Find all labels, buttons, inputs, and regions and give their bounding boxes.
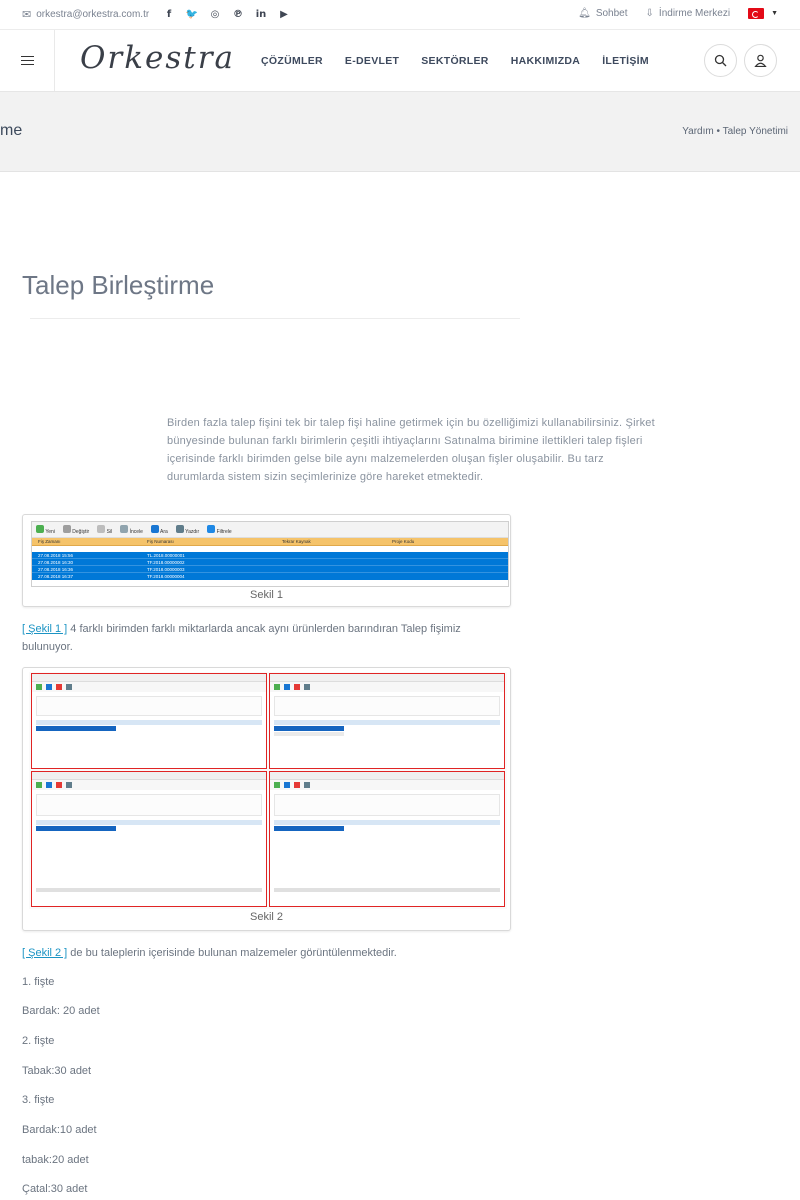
nav-item-e-devlet[interactable]: E-DEVLET xyxy=(344,55,400,67)
col-tekrar-kaynak: Tekrar Kaynak xyxy=(282,539,311,544)
social-links xyxy=(162,8,291,22)
intro-paragraph: Birden fazla talep fişini tek bir talep fişi haline getirmek için bu özelliğimizi kullanabilirsiniz. Şirket bünyesinde bulunan farklı birimlerin çeşitli ihtiyaçlarını Satınalma birimine ilettikleri talep fişleri içerisinde farklı birimden gelse bile aynı malzemelerden oluşan fişler oluşabilir. Bu tarz durumlarda sistem sizin seçimlerinize göre hareket etmektedir. xyxy=(167,417,655,483)
request-window-2 xyxy=(269,673,505,769)
col-proje-kodu: Proje Kodu xyxy=(392,539,415,544)
screenshot-grid-header xyxy=(32,538,508,546)
nav-item-hakkimizda[interactable]: HAKKIMIZDA xyxy=(510,55,581,67)
list-item: Çatal:30 adet xyxy=(22,1183,88,1195)
toolbar-delete: Sil xyxy=(97,525,112,535)
list-item: Bardak:10 adet xyxy=(22,1124,97,1136)
linkedin-icon[interactable]: in xyxy=(255,9,267,20)
nav-item-cozumler[interactable]: ÇÖZÜMLER xyxy=(261,55,323,67)
nav-item-sektorler[interactable]: SEKTÖRLER xyxy=(421,55,489,67)
figure-1-reference-link[interactable]: [ Şekil 1 ] xyxy=(22,623,68,635)
nav-item-iletisim[interactable]: İLETİŞİM xyxy=(602,55,649,67)
mail-icon: ✉ xyxy=(22,9,32,21)
figure-2-caption: Sekil 2 xyxy=(249,911,284,923)
email-link[interactable] xyxy=(22,8,149,21)
logo[interactable]: Orkestra xyxy=(80,40,236,76)
banner-title: me xyxy=(0,122,23,139)
table-row: 27.08.2018 16:30 TF.2018.00000002 xyxy=(32,559,508,566)
download-label: İndirme Merkezi xyxy=(658,8,731,19)
list-item: Bardak: 20 adet xyxy=(22,1005,100,1017)
request-window-4 xyxy=(269,771,505,907)
caret-down-icon: ▼ xyxy=(771,10,778,17)
menu-button[interactable] xyxy=(0,30,55,91)
top-bar xyxy=(0,0,800,30)
facebook-icon[interactable]: f xyxy=(166,9,172,20)
download-icon: ⇩ xyxy=(645,8,654,19)
user-icon xyxy=(754,54,767,67)
list-item: Tabak:30 adet xyxy=(22,1065,92,1077)
figure-1-description xyxy=(22,620,492,656)
toolbar-filter: Filtrele xyxy=(207,525,231,535)
list-item: 1. fişte xyxy=(22,976,55,988)
chat-label: Sohbet xyxy=(595,8,628,19)
main-nav xyxy=(261,55,649,67)
screenshot-toolbar xyxy=(32,522,508,538)
toolbar-inspect: İncele xyxy=(120,525,143,535)
figure-1-screenshot xyxy=(31,521,509,587)
list-item: 3. fişte xyxy=(22,1094,55,1106)
download-center-link[interactable] xyxy=(646,8,731,19)
youtube-icon[interactable]: ▶ xyxy=(280,9,288,20)
figure-1-caption: Sekil 1 xyxy=(249,589,284,601)
pinterest-icon[interactable]: ℗ xyxy=(233,9,243,20)
page-title: Talep Birleştirme xyxy=(22,270,215,300)
screenshot-grid-rows xyxy=(32,552,508,580)
toolbar-edit: Değiştir xyxy=(63,525,89,535)
email-text: orkestra@orkestra.com.tr xyxy=(36,9,150,20)
breadcrumb[interactable]: Yardım • Talep Yönetimi xyxy=(682,126,788,137)
hamburger-icon xyxy=(21,60,34,62)
chat-link[interactable] xyxy=(578,8,627,19)
request-window-3 xyxy=(31,771,267,907)
turkey-flag-icon xyxy=(748,8,764,19)
toolbar-search: Ara xyxy=(151,525,168,535)
twitter-icon[interactable]: 🐦 xyxy=(185,9,199,20)
figure-1-description-text: 4 farklı birimden farklı miktarlarda ancak aynı ürünlerden barındıran Talep fişimiz bulunuyor. xyxy=(22,623,461,653)
list-item: tabak:20 adet xyxy=(22,1154,89,1166)
figure-2-reference-link[interactable]: [ Şekil 2 ] xyxy=(22,947,68,959)
toolbar-print: Yazdır xyxy=(176,525,199,535)
figure-1 xyxy=(22,514,511,607)
bell-icon: 🔔︎ xyxy=(578,8,591,19)
table-row: 27.08.2018 16:36 TF.2018.00000003 xyxy=(32,566,508,573)
toolbar-new: Yeni xyxy=(36,525,55,535)
table-row: 27.08.2018 15:56 TL.2018.00000001 xyxy=(32,552,508,559)
main-header xyxy=(0,30,800,92)
page-banner xyxy=(0,92,800,172)
request-window-1 xyxy=(31,673,267,769)
list-item: 2. fişte xyxy=(22,1035,55,1047)
figure-2-screenshot xyxy=(29,672,507,909)
title-divider xyxy=(30,318,520,319)
language-selector[interactable] xyxy=(748,8,778,19)
col-fis-numarasi: Fiş Numarası xyxy=(147,539,174,544)
figure-2 xyxy=(22,667,511,931)
figure-2-description xyxy=(22,944,492,962)
col-fis-zamani: Fiş Zamanı xyxy=(38,539,61,544)
instagram-icon[interactable]: ◎ xyxy=(210,9,220,20)
table-row: 27.08.2018 16:37 TF.2018.00000004 xyxy=(38,574,185,579)
search-icon xyxy=(714,54,727,67)
user-button[interactable] xyxy=(744,44,777,77)
figure-2-description-text: de bu taleplerin içerisinde bulunan malzemeler görüntülenmektedir. xyxy=(67,947,397,959)
search-button[interactable] xyxy=(704,44,737,77)
